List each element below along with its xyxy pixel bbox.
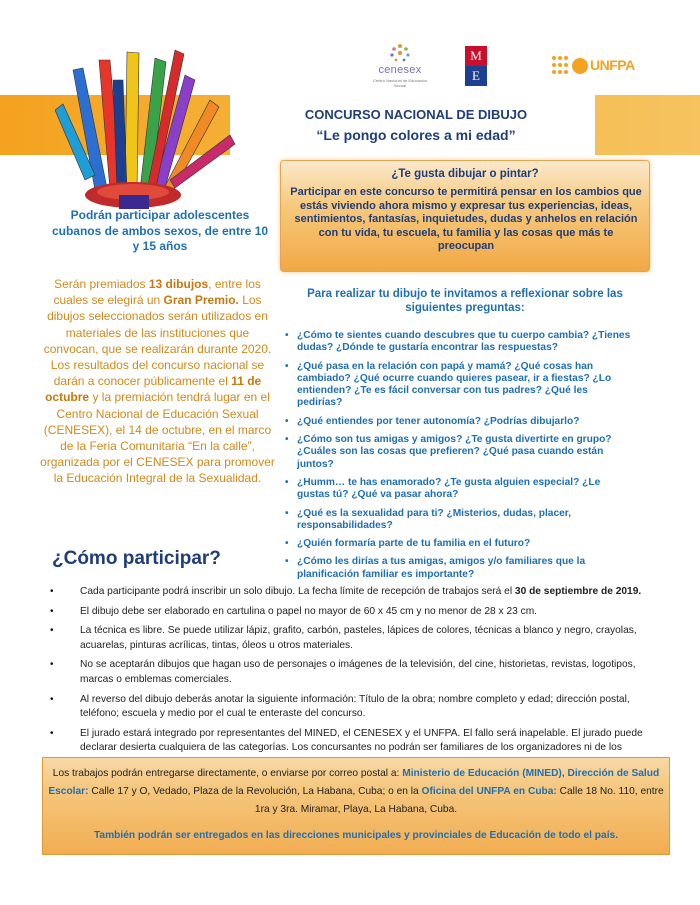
prizes-text-part: Serán premiados bbox=[54, 277, 149, 291]
prizes-count: 13 dibujos bbox=[148, 277, 209, 291]
partner-logos bbox=[340, 40, 670, 95]
question-text: ¿Qué es la sexualidad para ti? ¿Misterios, dudas, placer, responsabilidades? bbox=[297, 507, 572, 531]
bullet-icon: • bbox=[50, 586, 54, 597]
list-item bbox=[50, 624, 665, 653]
list-item bbox=[283, 538, 635, 550]
bullet-icon: • bbox=[285, 415, 289, 427]
bullet-icon: • bbox=[50, 659, 54, 671]
participation-rules bbox=[50, 585, 665, 761]
question-text: ¿Cómo les dirías a tus amigas, amigos y/o familiares que la planificación familiar es importante? bbox=[297, 556, 586, 580]
question-text: ¿Cómo te sientes cuando descubres que tu cuerpo cambia? ¿Tienes dudas? ¿Dónde te gustaría encontrar las respuestas? bbox=[297, 330, 631, 354]
submission-note: También podrán ser entregados en las direcciones municipales y provinciales de Educación de todo el país. bbox=[93, 830, 619, 841]
prizes-text-part: , entre los cuales se elegirá un bbox=[53, 277, 261, 308]
colored-pencils-illustration bbox=[55, 40, 240, 210]
callout-body: Participar en este concurso te permitirá pensar en los cambios que estás viviendo ahora mismo y expresar tus experiencias, ideas, sentimientos, fantasías, inquietudes, dudas y anhelos en relación con tu vida, tu escuela, tu familia y las cosas que más te preocupan bbox=[290, 186, 642, 252]
list-item bbox=[283, 434, 635, 471]
submission-text-part: Calle 17 y O, Vedado, Plaza de la Revolución, La Habana, Cuba; o en la bbox=[88, 786, 422, 797]
results-text-part: y la premiación tendrá lugar en el Centro Nacional de Educación Sexual (CENESEX), el 14 de octubre, en el marco de la Feria Comunitaria “En la calle”, organizada por el CENESEX para promover la Educación Integral de la Sexualidad. bbox=[40, 390, 275, 486]
rule-text: La técnica es libre. Se puede utilizar lápiz, grafito, carbón, pasteles, lápices de colores, técnicas a blanco y negro, crayolas, acuarelas, pinturas acrílicas, tintas, óleos u otros materiales. bbox=[80, 625, 637, 651]
bullet-icon: • bbox=[285, 434, 289, 446]
rule-text: No se aceptarán dibujos que hagan uso de personajes o imágenes de la televisión, del cine, historietas, revistas, logotipos, marcas o emblemas comerciales. bbox=[80, 659, 636, 685]
contest-subtitle: “Le pongo colores a mi edad” bbox=[316, 127, 516, 143]
bullet-icon: • bbox=[285, 507, 289, 519]
list-item bbox=[283, 477, 635, 502]
callout-question: ¿Te gusta dibujar o pintar? bbox=[391, 168, 539, 180]
unfpa-dots-icon bbox=[550, 54, 568, 78]
results-date: 11 de octubre bbox=[45, 374, 262, 405]
list-item bbox=[50, 605, 665, 620]
question-text: ¿Quién formaría parte de tu familia en el futuro? bbox=[297, 538, 531, 550]
list-item bbox=[50, 693, 665, 722]
mined-address-label: Ministerio de Educación (MINED), Dirección de Salud Escolar: bbox=[48, 768, 660, 797]
rule-text: Al reverso del dibujo deberás anotar la siguiente información: Título de la obra; nombre completo y edad; dirección postal, teléfono; escuela y medio por el cual te enteraste del concurso. bbox=[80, 693, 630, 720]
cenesex-logo bbox=[360, 42, 440, 92]
reflection-heading: Para realizar tu dibujo te invitamos a reflexionar sobre las siguientes preguntas: bbox=[307, 288, 623, 314]
unfpa-address-label: Oficina del UNFPA en Cuba: bbox=[421, 786, 557, 797]
bullet-icon: • bbox=[285, 556, 289, 568]
bullet-icon: • bbox=[285, 360, 289, 372]
unfpa-logo bbox=[550, 52, 650, 82]
bullet-icon: • bbox=[285, 476, 289, 488]
prizes-text-part: Los dibujos seleccionados serán utilizados en materiales de las instituciones que convocan, que se realizarán durante 2020. bbox=[43, 293, 272, 356]
how-to-participate-heading: ¿Cómo participar? bbox=[52, 548, 221, 569]
list-item bbox=[283, 330, 635, 355]
results-text-part: Los resultados del concurso nacional se darán a conocer públicamente el bbox=[50, 358, 265, 389]
cenesex-subtitle: Centro Nacional de Educación Sexual bbox=[372, 78, 428, 88]
bullet-icon: • bbox=[50, 625, 54, 637]
submission-text bbox=[48, 765, 664, 819]
un-globe-icon bbox=[572, 58, 588, 74]
question-text: ¿Qué entiendes por tener autonomía? ¿Podrías dibujarlo? bbox=[297, 415, 580, 427]
submission-text-part: Los trabajos podrán entregarse directamente, o enviarse por correo postal a: bbox=[52, 768, 403, 779]
list-item bbox=[283, 361, 635, 410]
cenesex-name: cenesex bbox=[378, 64, 422, 76]
bullet-icon: • bbox=[50, 727, 54, 739]
list-item bbox=[50, 658, 665, 687]
deadline-date: 30 de septiembre de 2019. bbox=[514, 586, 642, 597]
title-panel bbox=[230, 95, 595, 155]
question-text: ¿Cómo son tus amigas y amigos? ¿Te gusta divertirte en grupo? ¿Cuáles son las cosas que prefieren? ¿Qué pasa cuando están juntos? bbox=[297, 434, 612, 470]
rule-text: El dibujo debe ser elaborado en cartulina o papel no mayor de 60 x 45 cm y no menor de 28 x 23 cm. bbox=[80, 605, 538, 617]
grand-prize: Gran Premio. bbox=[163, 293, 239, 308]
prizes-text bbox=[40, 276, 275, 487]
list-item bbox=[283, 508, 635, 533]
cenesex-dots-icon bbox=[388, 42, 412, 66]
list-item bbox=[50, 727, 665, 756]
submission-text-part: Calle 18 No. 110, entre 1ra y 3ra. Miramar, Playa, La Habana, Cuba. bbox=[254, 786, 664, 815]
bullet-icon: • bbox=[285, 538, 289, 550]
bullet-icon: • bbox=[50, 693, 54, 705]
list-item bbox=[283, 556, 635, 581]
contest-title: CONCURSO NACIONAL DE DIBUJO bbox=[304, 107, 528, 122]
unfpa-name: UNFPA bbox=[590, 57, 635, 73]
bullet-icon: • bbox=[50, 605, 54, 617]
mined-logo bbox=[465, 46, 487, 86]
mined-logo-m: M bbox=[465, 46, 487, 66]
question-text: ¿Qué pasa en la relación con papá y mamá? ¿Qué cosas han cambiado? ¿Qué ocurre cuando quieres pasear, ir a fiestas? ¿Lo entienden? ¿Te es fácil conversar con tus padres? ¿Qué les pedirías? bbox=[297, 360, 612, 409]
reflection-questions bbox=[283, 330, 635, 587]
eligibility-text: Podrán participar adolescentes cubanos de ambos sexos, de entre 10 y 15 años bbox=[51, 208, 269, 253]
list-item bbox=[283, 416, 635, 428]
mined-logo-e: E bbox=[465, 66, 487, 86]
rule-text: El jurado estará integrado por representantes del MINED, el CENESEX y el UNFPA. El fallo será inapelable. El jurado puede declarar desierta cualquiera de las categorías. Los concursantes no podrán ser familiares de los organizadores ni de los bbox=[80, 727, 643, 754]
list-item bbox=[50, 585, 665, 600]
bullet-icon: • bbox=[285, 330, 289, 341]
question-text: ¿Humm… te has enamorado? ¿Te gusta alguien especial? ¿Le gustas tú? ¿Qué va pasar ahora? bbox=[297, 476, 601, 501]
rule-text: Cada participante podrá inscribir un solo dibujo. La fecha límite de recepción de trabajos será el bbox=[80, 586, 515, 597]
